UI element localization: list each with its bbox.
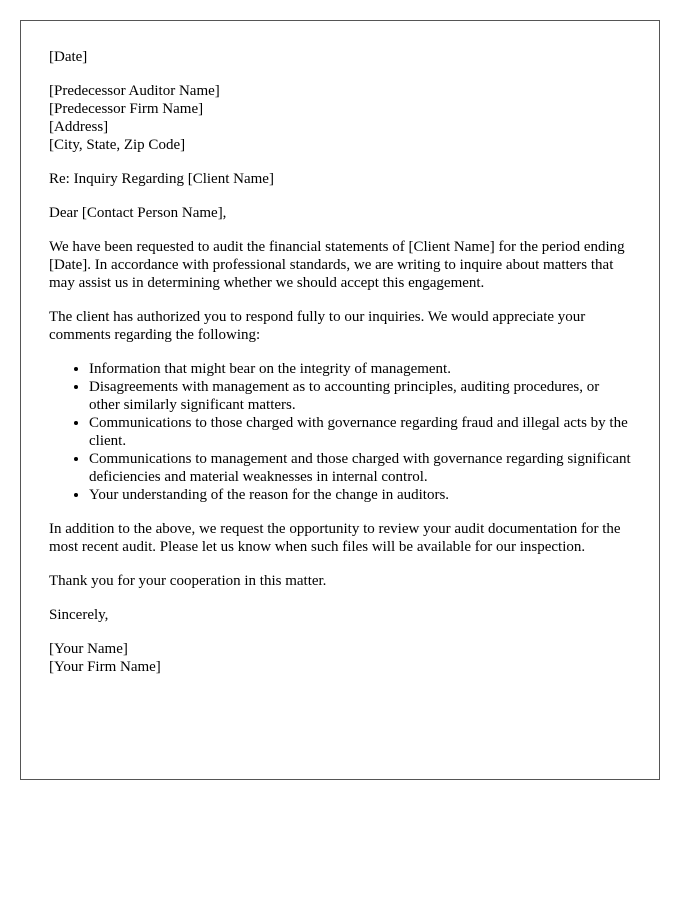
- list-item: • Your understanding of the reason for the change in auditors.: [89, 486, 631, 504]
- paragraph: In addition to the above, we request the opportunity to review your audit documentation for the most recent audit. Please let us know when such files will be available for our inspection.: [49, 521, 621, 555]
- paragraph: The client has authorized you to respond fully to our inquiries. We would appreciate your comments regarding the following:: [49, 309, 586, 343]
- paragraph: We have been requested to audit the financial statements of [Client Name] for the period ending [Date]. In accordance with professional standards, we are writing to inquire about matters that may assist us in determining whether we should accept this engagement.: [49, 239, 625, 291]
- list-item: • Disagreements with management as to accounting principles, auditing procedures, or other similarly significant matters.: [89, 378, 631, 414]
- recipient-line: [City, State, Zip Code]: [49, 137, 186, 153]
- signature: [49, 640, 631, 676]
- date: [Date]: [49, 49, 88, 65]
- recipient-line: [Address]: [49, 119, 109, 135]
- closing: Sincerely,: [49, 607, 109, 623]
- salutation: Dear [Contact Person Name],: [49, 205, 227, 221]
- signature-line: [Your Name]: [49, 641, 128, 657]
- list-item: • Communications to those charged with governance regarding fraud and illegal acts by the client.: [89, 414, 631, 450]
- recipient-line: [Predecessor Firm Name]: [49, 101, 204, 117]
- list-item: • Information that might bear on the integrity of management.: [89, 360, 631, 378]
- letter-page: [20, 20, 660, 780]
- subject-line: Re: Inquiry Regarding [Client Name]: [49, 171, 274, 187]
- paragraph: Thank you for your cooperation in this matter.: [49, 573, 327, 589]
- recipient-address: [49, 82, 631, 154]
- signature-line: [Your Firm Name]: [49, 659, 161, 675]
- recipient-line: [Predecessor Auditor Name]: [49, 83, 220, 99]
- list-item: • Communications to management and those charged with governance regarding significant deficiencies and material weaknesses in internal control.: [89, 450, 631, 486]
- inquiry-list: [49, 360, 631, 504]
